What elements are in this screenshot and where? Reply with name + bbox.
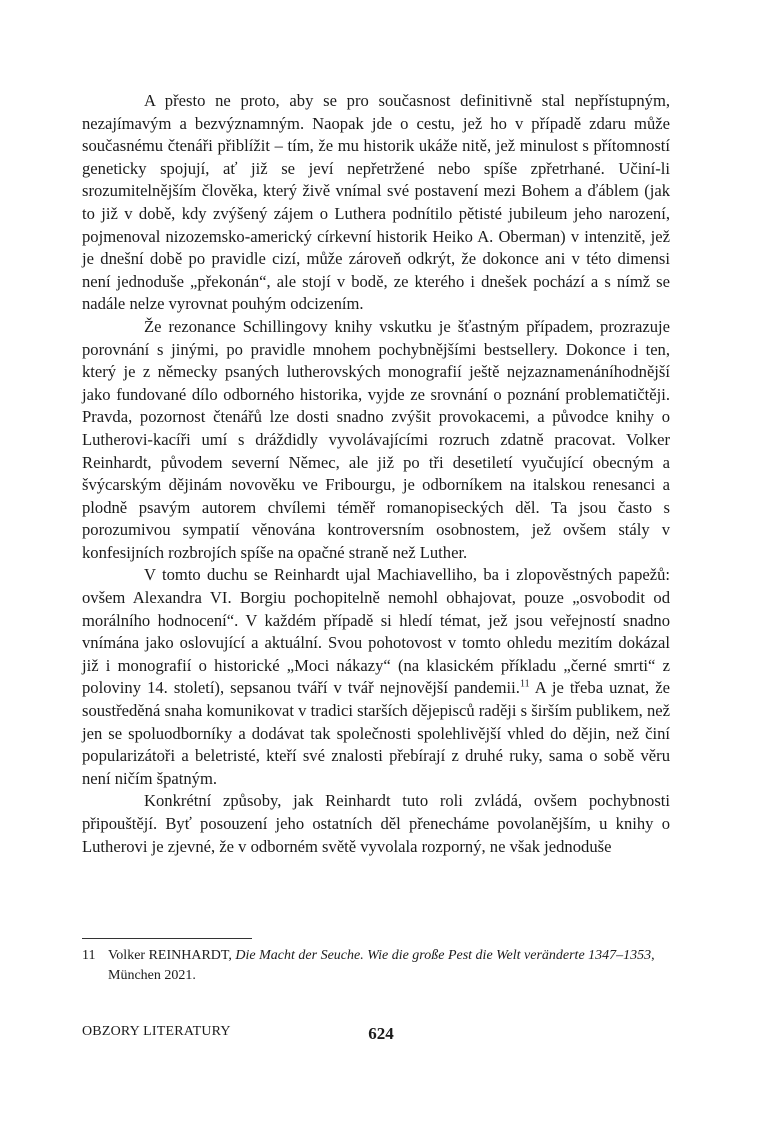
body-text: [82, 90, 670, 858]
footnote-number: 11: [82, 948, 96, 963]
paragraph-3-text: V tomto duchu se Reinhardt ujal Machiavelliho, ba i zlopověstných papežů: ovšem Alexandra VI. Borgiu pochopitelně nemohl obhajovat, pouze „osvobodit od morálního hodnocení“. V každém případě si hledí témat, jež jsou veřejností snadno vnímána jako oslovující a aktuální. Svou pohotovost v tomto ohledu mezitím dokázal již i monografií o historické „Moci nákazy“ (na klasickém příkladu „černé smrti“ z poloviny 14. století), sepsanou tváří v tvář nejnovější pandemii.: [82, 565, 670, 698]
paragraph-2: Že rezonance Schillingovy knihy vskutku je šťastným případem, prozrazuje porovnání s jinými, po pravidle mnohem pochybnějšími bestsellery. Dokonce i ten, který je z německy psaných lutherovských monografií ještě nejzaznamenáníhodnější jako fundované dílo odborného historika, vyjde ze srovnání o poznání problematičtěji. Pravda, pozornost čtenářů lze dosti snadno zvýšit provokacemi, a původce knihy o Lutherovi-kacíři umí s dráždidly vyvolávajícími rozruch zdatně pracovat. Volker Reinhardt, původem severní Němec, ale již po tři desetiletí vyučující obecným a švýcarským dějinám novověku ve Fribourgu, je odborníkem na italskou renesanci a plodně psavým autorem chvílemi téměř romanopiseckých děl. Ta jsou často s porozumivou sympatií věnována kontroversním osobnostem, jež ovšem stály v konfesijních rozbrojích spíše na opačné straně než Luther.: [82, 316, 670, 562]
page-number: 624: [368, 1024, 394, 1043]
footnote-author: Volker REINHARDT,: [108, 948, 236, 963]
footnote-divider: [82, 938, 252, 939]
footnote-text: [108, 946, 670, 985]
paragraph-1: A přesto ne proto, aby se pro současnost definitivně stal nepřístupným, nezajímavým a bezvýznamným. Naopak jde o cestu, jež ho v případě zdaru může současnému čtenáři přiblížit – tím, že mu historik ukáže nitě, jež minulost s přítomností geneticky spojují, ať již se jeví nepřetržené nebo spíše zpřetrhané. Učiní-li srozumitelnějším člověka, který živě vnímal své postavení mezi Bohem a ďáblem (jak to již v době, kdy zvýšený zájem o Luthera podnítilo pětisté jubileum jeho narození, pojmenoval nizozemsko-americký církevní historik Heiko A. Oberman) v intenzitě, jež je dnešní době po pravidle cizí, může zároveň odkrýt, že dokonce ani v této dimensi není jednoduše „překonán“, ale stojí v bodě, ze kterého i dnešek pochází a s nímž se nadále nelze vyrovnat pouhým odcizením.: [82, 91, 670, 314]
paragraph-3-tail: A je třeba uznat, že soustředěná snaha komunikovat v tradici starších dějepisců raději s širším publikem, než jen se spoluodborníky a dodávat tak společnosti spolehlivější vhled do dějin, než činí popularizátoři a beletristé, kteří své znalosti přebírají z druhé ruky, sama o sobě věru není ničím špatným.: [82, 678, 671, 788]
paragraph-3: [82, 564, 670, 790]
footnote-title: Die Macht der Seuche. Wie die große Pest die Welt veränderte 1347–1353: [235, 948, 652, 963]
paragraph-4: Konkrétní způsoby, jak Reinhardt tuto roli zvládá, ovšem pochybnosti připouštějí. Byť posouzení jeho ostatních děl přenecháme povolanějším, u knihy o Lutherovi je zjevné, že v odborném světě vyvolala rozporný, ne však jednoduše: [82, 791, 670, 856]
journal-name: OBZORY LITERATURY: [82, 1024, 231, 1039]
footnote-rest: , München 2021.: [108, 948, 655, 983]
footnote: [82, 946, 670, 985]
footnote-reference[interactable]: 11: [519, 678, 530, 690]
